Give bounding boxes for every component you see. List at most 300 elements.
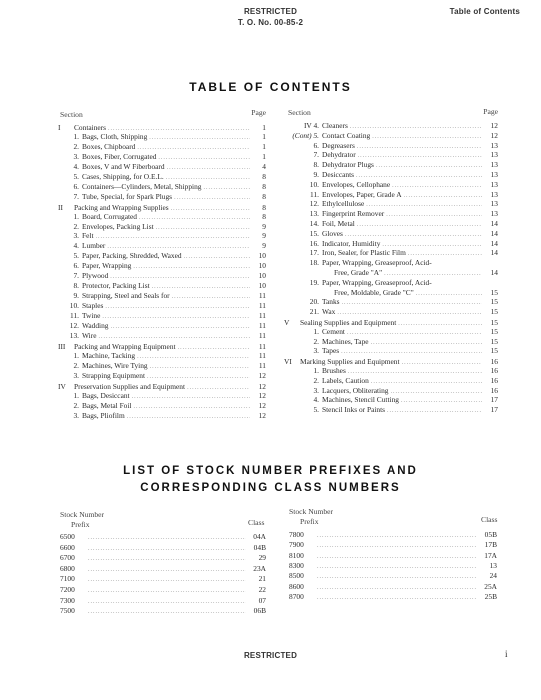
toc-entry (284, 366, 498, 376)
toc-entry-number: 5. (73, 171, 79, 181)
toc-entry (284, 199, 498, 209)
stock-class: 06B (253, 606, 266, 616)
toc-entry-number: 5. (73, 251, 79, 261)
stock-left-number-label: Stock Number (60, 510, 105, 519)
stock-row (289, 582, 497, 592)
toc-entry (58, 182, 266, 192)
toc-entry-number: I (58, 123, 61, 132)
toc-entry-number: 14. (309, 219, 319, 228)
toc-entry (284, 258, 498, 268)
stock-row (289, 551, 497, 561)
toc-entry-page: 13 (490, 160, 498, 170)
dot-leader (88, 565, 246, 575)
toc-entry-page: 13 (490, 199, 498, 209)
toc-entry-title: Dehydrator (322, 150, 356, 160)
stock-row (60, 606, 266, 616)
toc-entry-number: 3. (313, 385, 319, 395)
toc-entry-number: 3. (73, 151, 79, 161)
toc-entry-number: 12. (69, 321, 79, 330)
stock-row (289, 592, 497, 602)
toc-entry (58, 222, 266, 232)
toc-entry-title: Labels, Caution (322, 375, 369, 385)
toc-entry-page: 13 (490, 189, 498, 199)
dot-leader (88, 607, 246, 617)
toc-entry-title: Wadding (82, 321, 109, 330)
toc-entry-number: V (284, 318, 290, 327)
stock-row (289, 540, 497, 550)
stock-class: 04A (253, 532, 266, 541)
toc-entry-number: 5. (313, 405, 319, 415)
toc-entry-page: 8 (262, 171, 266, 181)
toc-entry (58, 411, 266, 421)
toc-entry-title: Tanks (322, 297, 340, 307)
toc-entry-number: 16. (309, 238, 319, 248)
toc-entry-page: 15 (490, 307, 498, 317)
toc-entry-page: 9 (262, 221, 266, 231)
toc-entry-title: Containers (74, 123, 107, 132)
toc-entry-page: 11 (258, 330, 266, 340)
toc-entry (284, 268, 498, 278)
toc-entry-title: Protector, Packing List (82, 281, 150, 291)
toc-entry-title: Packing and Wrapping Equipment (74, 341, 176, 351)
stock-row (60, 585, 266, 595)
toc-entry-title: Lumber (82, 241, 106, 251)
toc-entry-number: (Cont) 5. (292, 130, 319, 140)
toc-entry-title: Boxes, V and W Fiberboard (82, 161, 165, 171)
toc-entry-number: VI (284, 357, 292, 367)
toc-entry-number: 4. (313, 395, 319, 405)
stock-right-prefix-label: Prefix (300, 517, 319, 526)
toc-entry-number: 8. (313, 160, 319, 170)
toc-entry-title: Envelopes, Packing List (82, 221, 154, 231)
stock-class: 13 (489, 560, 497, 570)
stock-class: 17A (484, 550, 497, 560)
stock-prefix: 8500 (289, 571, 304, 581)
toc-entry-number: 12. (309, 199, 319, 209)
dot-leader (88, 575, 246, 585)
toc-entry-number: 4. (73, 241, 79, 251)
stock-prefix: 7300 (60, 595, 75, 605)
toc-entry-page: 15 (490, 318, 498, 327)
toc-entry-number: 6. (73, 261, 79, 271)
toc-entry (284, 278, 498, 288)
stock-prefix: 6700 (60, 553, 75, 563)
toc-entry-page: 12 (258, 390, 266, 400)
toc-entry-page: 13 (490, 170, 498, 179)
toc-entry-number: III (58, 341, 66, 351)
stock-prefix: 7100 (60, 574, 75, 584)
footer-page-number: i (505, 649, 508, 659)
toc-entry (58, 361, 266, 371)
toc-entry-number: 11. (70, 311, 79, 321)
toc-entry-title: Strapping Equipment (82, 370, 146, 380)
toc-entry (58, 212, 266, 222)
toc-entry-number: 7. (313, 150, 319, 160)
toc-entry-title: Paper, Wrapping, Greaseproof, Acid- (322, 258, 432, 268)
stock-row (60, 553, 266, 563)
toc-entry-page: 1 (262, 141, 266, 151)
toc-entry (58, 152, 266, 162)
toc-entry-page: 12 (258, 370, 266, 380)
toc-entry-title: Cement (322, 326, 345, 336)
toc-entry (284, 346, 498, 356)
toc-entry (284, 327, 498, 337)
toc-entry-page: 15 (490, 346, 498, 356)
toc-entry-page: 12 (490, 121, 498, 130)
stock-row (289, 561, 497, 571)
toc-entry-page: 8 (262, 191, 266, 201)
dot-leader (337, 308, 482, 318)
toc-entry-title: Iron, Sealer, for Plastic Film (322, 248, 406, 258)
toc-entry-title: Tapes (322, 346, 340, 356)
stock-title-line-2: CORRESPONDING CLASS NUMBERS (140, 482, 401, 494)
header-restricted: RESTRICTED (243, 7, 298, 16)
toc-entry (284, 219, 498, 229)
dot-leader (88, 544, 246, 554)
stock-left-prefix-label: Prefix (71, 520, 90, 529)
toc-entry (284, 180, 498, 190)
toc-entry-title: Marking Supplies and Equipment (300, 357, 400, 367)
dot-leader (341, 347, 482, 357)
toc-entry-page: 1 (262, 123, 266, 132)
toc-entry-page: 9 (262, 241, 266, 251)
stock-prefix: 8300 (289, 560, 304, 570)
toc-entry (58, 281, 266, 291)
toc-entry (284, 131, 498, 141)
toc-entry-page: 11 (258, 350, 266, 360)
toc-entry-title: Plywood (82, 271, 109, 281)
toc-entry-page: 16 (490, 366, 498, 375)
toc-entry (284, 297, 498, 307)
toc-entry-page: 8 (262, 181, 266, 191)
toc-entry (58, 371, 266, 381)
stock-prefix: 6800 (60, 563, 75, 573)
toc-entry-number: 2. (73, 400, 79, 410)
toc-entry (58, 241, 266, 251)
toc-entry (284, 190, 498, 200)
toc-entry-number: 18. (309, 258, 319, 268)
toc-entry (284, 248, 498, 258)
toc-entry-title: Bags, Metal Foil (82, 400, 132, 410)
toc-entry-page: 8 (262, 202, 266, 212)
toc-entry-number: 3. (73, 410, 79, 420)
toc-entry-number: II (58, 202, 63, 212)
stock-class: 22 (258, 585, 266, 594)
toc-entry-number: 6. (73, 181, 79, 191)
stock-prefix: 7900 (289, 540, 304, 550)
toc-entry-title: Cleaners (322, 121, 348, 130)
toc-entry-number: 1. (73, 211, 79, 221)
toc-entry-number: 13. (69, 330, 79, 340)
toc-entry-page: 11 (258, 291, 266, 301)
dot-leader (317, 593, 477, 603)
toc-entry (58, 401, 266, 411)
toc-entry (284, 405, 498, 415)
toc-entry-title: Lacquers, Obliterating (322, 385, 389, 395)
toc-entry-number: 4. (73, 161, 79, 171)
toc-entry-title: Tube, Special, for Spark Plugs (82, 191, 173, 201)
toc-entry-title: Containers—Cylinders, Metal, Shipping (82, 181, 202, 191)
toc-entry-title: Foil, Metal (322, 219, 355, 228)
dot-leader (387, 406, 482, 416)
toc-entry-title: Free, Grade "A" (334, 268, 383, 277)
toc-entry-title: Gloves (322, 228, 343, 238)
toc-entry-page: 10 (258, 281, 266, 291)
toc-entry (284, 307, 498, 317)
toc-entry-number: IV (58, 381, 66, 391)
toc-entry-number: 3. (73, 231, 79, 241)
toc-entry-number: 2. (313, 336, 319, 346)
toc-entry-page: 14 (490, 268, 498, 277)
toc-entry-title: Envelopes, Paper, Grade A (322, 189, 402, 199)
dot-leader (88, 533, 246, 543)
toc-entry-page: 11 (258, 321, 266, 330)
toc-entry-number: 10. (69, 301, 79, 311)
toc-entry-page: 13 (490, 150, 498, 160)
toc-entry-number: 3. (73, 370, 79, 380)
toc-entry-number: IV 4. (303, 121, 319, 130)
toc-entry-page: 17 (490, 395, 498, 405)
toc-entry-page: 10 (258, 251, 266, 261)
toc-entry-title: Twine (82, 311, 101, 321)
stock-class: 21 (258, 574, 266, 584)
toc-entry (58, 321, 266, 331)
toc-entry-number: 2. (313, 375, 319, 385)
toc-entry-page: 12 (258, 410, 266, 420)
dot-leader (174, 193, 250, 203)
toc-entry-title: Dehydrator Plugs (322, 160, 374, 170)
toc-entry-title: Preservation Supplies and Equipment (74, 381, 186, 391)
stock-class: 23A (253, 563, 266, 573)
dot-leader (127, 412, 250, 422)
toc-entry (58, 301, 266, 311)
toc-entry (284, 288, 498, 298)
toc-right-section-label: Section (288, 108, 311, 117)
stock-prefix: 8600 (289, 581, 304, 591)
stock-row (60, 543, 266, 553)
header-table-of-contents: Table of Contents (449, 7, 520, 16)
toc-entry-page: 15 (490, 297, 498, 307)
toc-entry-number: 13. (309, 209, 319, 219)
toc-entry-title: Machines, Wire Tying (82, 360, 148, 370)
toc-entry-page: 13 (490, 179, 498, 189)
toc-entry (284, 376, 498, 386)
toc-entry-page: 12 (258, 400, 266, 410)
toc-entry-page: 14 (490, 238, 498, 248)
toc-entry-number: 2. (73, 221, 79, 231)
dot-leader (88, 586, 246, 596)
toc-entry-page: 12 (490, 130, 498, 140)
toc-entry (284, 170, 498, 180)
toc-entry-title: Wire (82, 330, 97, 340)
toc-entry-page: 10 (258, 271, 266, 281)
toc-entry-title: Paper, Wrapping, Greaseproof, Acid- (322, 277, 432, 287)
toc-entry-title: Boxes, Fiber, Corrugated (82, 151, 157, 161)
toc-entry-page: 11 (258, 360, 266, 370)
stock-prefix: 8700 (289, 591, 304, 601)
toc-entry-number: 9. (73, 291, 79, 301)
toc-entry (284, 395, 498, 405)
toc-entry-page: 4 (262, 161, 266, 171)
toc-entry (284, 209, 498, 219)
toc-entry-title: Board, Corrugated (82, 211, 138, 221)
toc-entry-title: Machines, Tape (322, 336, 369, 346)
toc-entry-title: Staples (82, 301, 104, 311)
toc-entry-title: Machines, Stencil Cutting (322, 395, 399, 405)
toc-entry-number: 11. (310, 189, 319, 199)
toc-entry-title: Indicator, Humidity (322, 238, 381, 248)
toc-entry-title: Bags, Pliofilm (82, 410, 125, 420)
toc-entry-title: Ethylcellulose (322, 199, 365, 209)
toc-entry-page: 1 (262, 131, 266, 141)
toc-entry-title: Boxes, Chipboard (82, 141, 136, 151)
toc-entry-title: Contact Coating (322, 130, 371, 140)
stock-right-class-label: Class (481, 515, 498, 524)
toc-entry-number: 20. (309, 297, 319, 307)
toc-entry-page: 15 (490, 287, 498, 297)
toc-entry-title: Sealing Supplies and Equipment (300, 318, 397, 327)
stock-row (289, 530, 497, 540)
stock-row (60, 596, 266, 606)
stock-row (60, 574, 266, 584)
toc-entry-page: 17 (490, 405, 498, 415)
stock-prefix: 8100 (289, 550, 304, 560)
toc-entry (284, 239, 498, 249)
stock-prefix: 6500 (60, 532, 75, 541)
toc-entry-title: Stencil Inks or Paints (322, 405, 386, 415)
stock-prefix: 7800 (289, 530, 304, 539)
toc-entry-number: 1. (73, 131, 79, 141)
toc-entry-title: Free, Moldable, Grade "C" (334, 287, 414, 297)
stock-class: 17B (484, 540, 497, 550)
toc-entry-number: 2. (73, 141, 79, 151)
toc-entry-title: Brushes (322, 366, 346, 375)
toc-entry-page: 16 (490, 385, 498, 395)
toc-entry-title: Bags, Desiccant (82, 390, 130, 400)
toc-entry (58, 142, 266, 152)
toc-entry-number: 1. (73, 390, 79, 400)
toc-entry-page: 9 (262, 231, 266, 241)
toc-entry (58, 162, 266, 172)
stock-row (60, 532, 266, 542)
stock-class: 29 (258, 553, 266, 563)
toc-entry (284, 386, 498, 396)
toc-entry (58, 231, 266, 241)
toc-entry-number: 1. (313, 366, 319, 375)
toc-entry-number: 7. (73, 191, 79, 201)
toc-entry-page: 8 (262, 211, 266, 221)
toc-entry-number: 9. (313, 170, 319, 179)
toc-entry-page: 10 (258, 261, 266, 271)
toc-entry-title: Felt (82, 231, 94, 241)
toc-left-section-label: Section (60, 110, 83, 119)
toc-entry-page: 1 (262, 151, 266, 161)
toc-entry-number: 21. (309, 307, 319, 317)
toc-entry-number: 2. (73, 360, 79, 370)
toc-entry-number: 1. (73, 350, 79, 360)
toc-entry-page: 15 (490, 336, 498, 346)
stock-prefix: 7200 (60, 585, 75, 594)
dot-leader (147, 372, 250, 382)
toc-entry-page: 13 (490, 209, 498, 219)
toc-entry-title: Packing and Wrapping Supplies (74, 202, 169, 212)
toc-entry (284, 141, 498, 151)
toc-entry-title: Paper, Packing, Shredded, Waxed (82, 251, 182, 261)
stock-class: 25B (484, 591, 497, 601)
stock-class: 24 (489, 571, 497, 581)
toc-entry-page: 11 (258, 311, 266, 321)
toc-entry-title: Machine, Tacking (82, 350, 136, 360)
toc-entry (284, 121, 498, 131)
stock-row (60, 564, 266, 574)
toc-entry (58, 391, 266, 401)
toc-left-page-label: Page (251, 108, 266, 117)
stock-prefix: 7500 (60, 606, 75, 616)
dot-leader (98, 332, 250, 342)
toc-entry-page: 16 (490, 375, 498, 385)
stock-row (289, 571, 497, 581)
stock-class: 04B (253, 542, 266, 552)
toc-entry (284, 337, 498, 347)
stock-class: 05B (484, 530, 497, 539)
toc-entry-page: 11 (258, 301, 266, 311)
toc-entry-title: Envelopes, Cellophane (322, 179, 391, 189)
footer-restricted: RESTRICTED (243, 651, 298, 660)
toc-entry-number: 15. (309, 228, 319, 238)
toc-entry (58, 311, 266, 321)
toc-entry-page: 15 (490, 326, 498, 336)
toc-entry (58, 331, 266, 341)
toc-entry-number: 19. (309, 277, 319, 287)
toc-entry-title: Paper, Wrapping (82, 261, 132, 271)
toc-entry-title: Cases, Shipping, for O.E.L. (82, 171, 164, 181)
dot-leader (88, 554, 246, 564)
toc-entry-title: Desiccants (322, 170, 355, 179)
toc-entry-number: 3. (313, 346, 319, 356)
stock-left-class-label: Class (248, 518, 265, 527)
toc-entry (58, 251, 266, 261)
stock-class: 07 (258, 595, 266, 605)
toc-entry-page: 16 (490, 357, 498, 367)
toc-entry (284, 160, 498, 170)
header-order-number: T. O. No. 00-85-2 (237, 18, 304, 27)
toc-entry-page: 14 (490, 248, 498, 258)
toc-entry-page: 11 (258, 341, 266, 351)
toc-entry-title: Wax (322, 307, 336, 317)
toc-entry (58, 271, 266, 281)
toc-entry (58, 291, 266, 301)
toc-entry-page: 12 (258, 381, 266, 391)
toc-entry-number: 1. (313, 326, 319, 336)
dot-leader (88, 597, 246, 607)
toc-entry-number: 17. (309, 248, 319, 258)
toc-entry-title: Degreasers (322, 140, 355, 150)
toc-entry-title: Fingerprint Remover (322, 209, 385, 219)
toc-entry (284, 150, 498, 160)
toc-entry-number: 8. (73, 281, 79, 291)
toc-entry (58, 261, 266, 271)
toc-entry-title: Strapping, Steel and Seals for (82, 291, 170, 301)
stock-right-number-label: Stock Number (289, 507, 334, 516)
toc-entry (284, 229, 498, 239)
toc-entry (58, 132, 266, 142)
toc-title: TABLE OF CONTENTS (189, 80, 352, 94)
toc-entry-title: Bags, Cloth, Shipping (82, 131, 148, 141)
toc-entry-number: 6. (313, 140, 319, 150)
toc-entry (58, 351, 266, 361)
toc-entry-page: 13 (490, 140, 498, 150)
toc-right-page-label: Page (483, 107, 498, 116)
